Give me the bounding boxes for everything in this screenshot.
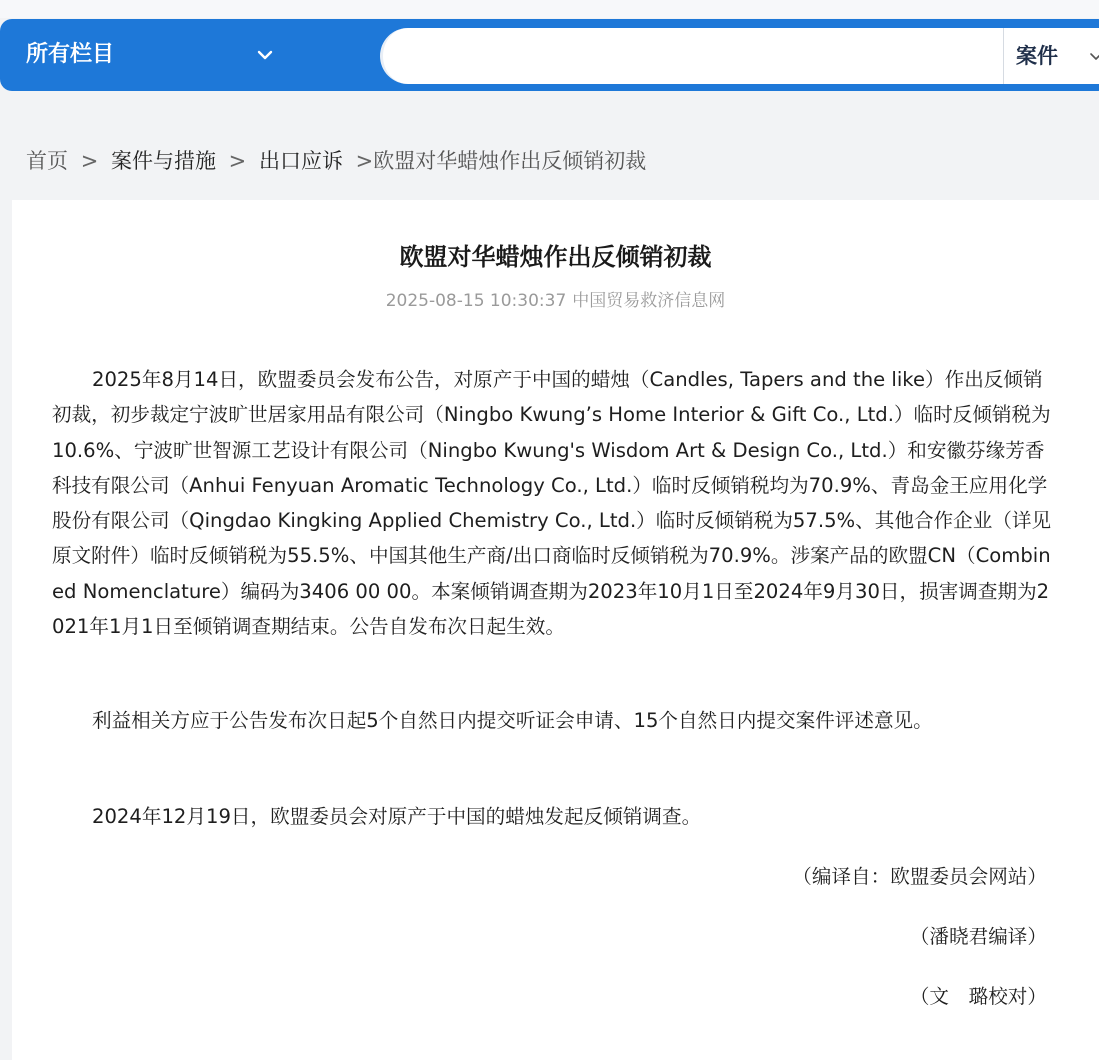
search-type-label: 案件 bbox=[1016, 44, 1058, 68]
article-compiled-from: （编译自：欧盟委员会网站） bbox=[792, 865, 1047, 888]
article-meta bbox=[12, 288, 1099, 314]
article-source: 中国贸易救济信息网 bbox=[572, 291, 726, 311]
article-translator: （潘晓君编译） bbox=[909, 925, 1047, 948]
category-select[interactable] bbox=[0, 19, 380, 91]
category-select-label: 所有栏目 bbox=[26, 42, 115, 67]
search-type-select[interactable] bbox=[1003, 28, 1099, 84]
article-title: 欧盟对华蜡烛作出反倾销初裁 bbox=[399, 243, 712, 271]
article-paragraph: 利益相关方应于公告发布次日起5个自然日内提交听证会申请、15个自然日内提交案件评述意见。 bbox=[92, 709, 933, 732]
breadcrumb-separator: > bbox=[355, 149, 374, 173]
breadcrumb-export-link[interactable]: 出口应诉 bbox=[258, 149, 343, 173]
article-paragraph: 2025年8月14日，欧盟委员会发布公告，对原产于中国的蜡烛（Candles, Tapers and the like）作出反倾销初裁，初步裁定宁波旷世居家用品有限公司（Ningbo Kwung’s Home Interior & Gift Co., Ltd.）临时反倾销税为10.6%、宁波旷世智源工艺设计有限公司（Ningbo Kwung's Wisdom Art & Design Co., Ltd.）和安徽芬缘芳香科技有限公司（Anhui Fenyuan Aromatic Technology Co., Ltd.）临时反倾销税均为70.9%、青岛金王应用化学股份有限公司（Qingdao Kingking Applied Chemistry Co., Ltd.）临时反倾销税为57.5%、其他合作企业（详见原文附件）临时反倾销税为55.5%、中国其他生产商/出口商临时反倾销税为70.9%。涉案产品的欧盟CN（Combined Nomenclature）编码为3406 00 00。本案倾销调查期为2023年10月1日至2024年9月30日，损害调查期为2021年1月1日至倾销调查期结束。公告自发布次日起生效。 bbox=[52, 368, 1052, 639]
article-paragraph: 2024年12月19日，欧盟委员会对原产于中国的蜡烛发起反倾销调查。 bbox=[92, 805, 702, 828]
breadcrumb-separator: > bbox=[228, 149, 247, 173]
breadcrumb-separator: > bbox=[80, 149, 99, 173]
top-strip bbox=[0, 0, 1099, 18]
search-bar bbox=[0, 19, 1099, 91]
article-datetime: 2025-08-15 10:30:37 bbox=[385, 291, 567, 311]
article-card bbox=[12, 200, 1099, 1060]
search-field bbox=[380, 28, 1099, 84]
search-input[interactable] bbox=[407, 28, 981, 86]
breadcrumb-home-link[interactable]: 首页 bbox=[26, 149, 68, 173]
breadcrumb bbox=[26, 146, 646, 176]
chevron-down-icon bbox=[255, 45, 275, 65]
breadcrumb-cases-link[interactable]: 案件与措施 bbox=[110, 149, 216, 173]
chevron-down-icon bbox=[1088, 48, 1099, 64]
article-proofreader: （文 璐校对） bbox=[909, 985, 1047, 1008]
breadcrumb-current: 欧盟对华蜡烛作出反倾销初裁 bbox=[373, 149, 647, 173]
